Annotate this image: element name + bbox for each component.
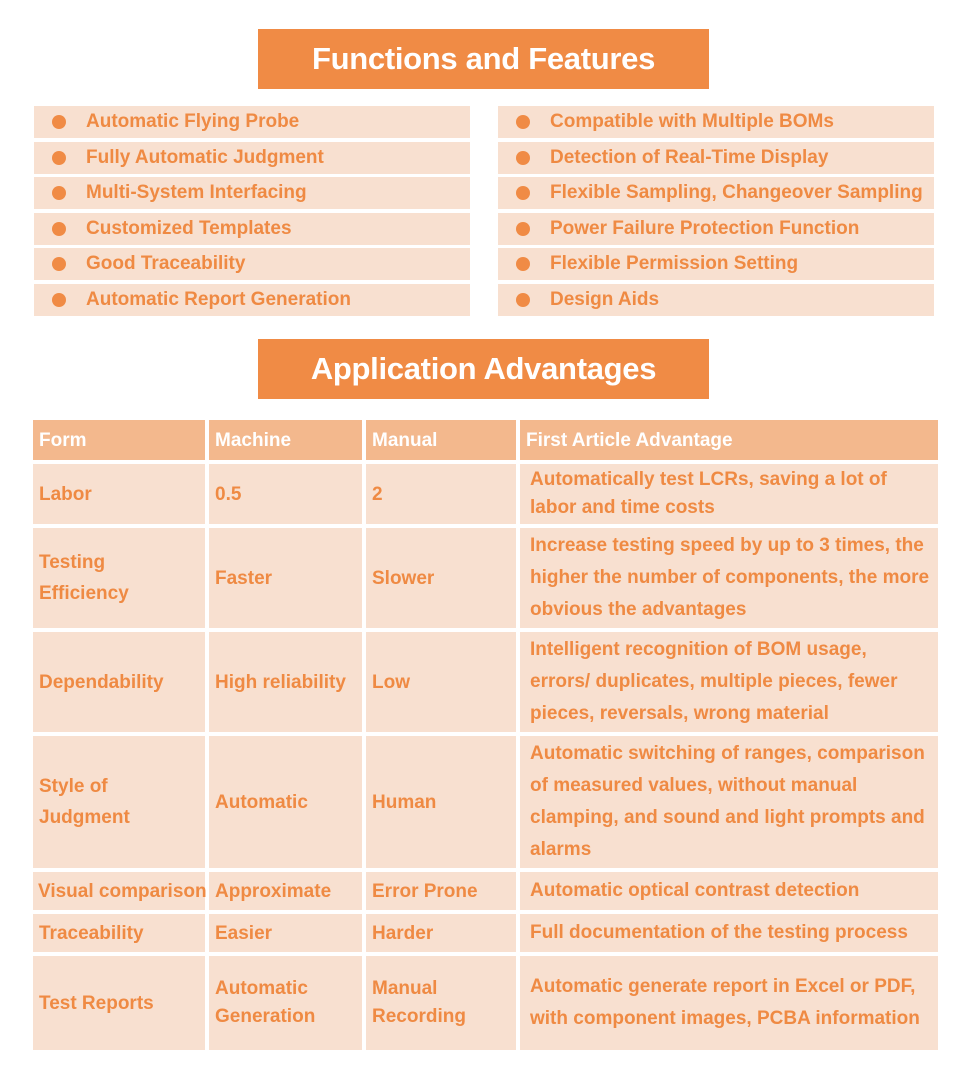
feature-item <box>498 177 934 209</box>
table-row <box>33 872 938 910</box>
bullet-icon <box>52 257 66 271</box>
table-row <box>33 528 938 628</box>
cell-form: Traceability <box>33 914 205 952</box>
feature-label: Automatic Report Generation <box>86 288 351 310</box>
cell-advantage: Full documentation of the testing process <box>520 914 938 952</box>
feature-item <box>34 106 470 138</box>
table-header-row <box>33 420 938 460</box>
advantages-table <box>29 416 942 1054</box>
feature-item <box>498 142 934 174</box>
cell-machine: 0.5 <box>209 464 362 524</box>
feature-item <box>34 213 470 245</box>
features-left-list <box>34 106 470 320</box>
cell-advantage: Automatic generate report in Excel or PDF, with component images, PCBA information <box>520 956 938 1050</box>
cell-advantage: Automatically test LCRs, saving a lot of labor and time costs <box>520 464 938 524</box>
feature-item <box>498 284 934 316</box>
feature-item <box>34 142 470 174</box>
feature-label: Automatic Flying Probe <box>86 111 300 132</box>
header-advantage: First Article Advantage <box>520 420 938 460</box>
feature-label: Detection of Real-Time Display <box>550 146 829 168</box>
bullet-icon <box>516 222 530 236</box>
bullet-icon <box>516 151 530 165</box>
functions-features-title: Functions and Features <box>258 29 709 89</box>
bullet-icon <box>52 115 66 129</box>
feature-label: Customized Templates <box>86 217 292 239</box>
cell-machine: Faster <box>209 528 362 628</box>
bullet-icon <box>516 186 530 200</box>
feature-item <box>498 248 934 280</box>
cell-manual: Low <box>366 632 516 732</box>
table-row <box>33 914 938 952</box>
feature-item <box>498 213 934 245</box>
bullet-icon <box>516 115 530 129</box>
header-machine: Machine <box>209 420 362 460</box>
cell-machine: High reliability <box>209 632 362 732</box>
feature-label: Flexible Sampling, Changeover Sampling <box>550 182 923 204</box>
cell-form: Visual comparison <box>33 872 205 910</box>
cell-form: Labor <box>33 464 205 524</box>
bullet-icon <box>52 293 66 307</box>
feature-item <box>498 106 934 138</box>
feature-label: Good Traceability <box>86 253 246 275</box>
bullet-icon <box>52 151 66 165</box>
cell-advantage: Automatic optical contrast detection <box>520 872 938 910</box>
feature-item <box>34 248 470 280</box>
cell-machine: Approximate <box>209 872 362 910</box>
cell-manual: Error Prone <box>366 872 516 910</box>
header-manual: Manual <box>366 420 516 460</box>
feature-label: Flexible Permission Setting <box>550 253 799 275</box>
feature-label: Multi-System Interfacing <box>86 182 307 204</box>
feature-label: Power Failure Protection Function <box>550 217 860 239</box>
feature-item <box>34 177 470 209</box>
bullet-icon <box>52 222 66 236</box>
cell-manual: 2 <box>366 464 516 524</box>
feature-item <box>34 284 470 316</box>
cell-form: Style of Judgment <box>33 736 205 868</box>
cell-advantage: Intelligent recognition of BOM usage, errors/ duplicates, multiple pieces, fewer pieces, reversals, wrong material <box>520 632 938 732</box>
table-row <box>33 632 938 732</box>
cell-manual: Harder <box>366 914 516 952</box>
features-right-list <box>498 106 934 320</box>
table-row <box>33 956 938 1050</box>
cell-form: Testing Efficiency <box>33 528 205 628</box>
cell-machine: Automatic <box>209 736 362 868</box>
table-row <box>33 464 938 524</box>
cell-manual: Manual Recording <box>366 956 516 1050</box>
cell-advantage: Automatic switching of ranges, comparison of measured values, without manual clamping, and sound and light prompts and alarms <box>520 736 938 868</box>
cell-manual: Slower <box>366 528 516 628</box>
cell-form: Dependability <box>33 632 205 732</box>
cell-machine: Automatic Generation <box>209 956 362 1050</box>
application-advantages-title: Application Advantages <box>258 339 709 399</box>
cell-machine: Easier <box>209 914 362 952</box>
bullet-icon <box>516 293 530 307</box>
table-row <box>33 736 938 868</box>
feature-label: Design Aids <box>550 288 660 310</box>
feature-label: Compatible with Multiple BOMs <box>550 111 834 132</box>
cell-form: Test Reports <box>33 956 205 1050</box>
feature-label: Fully Automatic Judgment <box>86 146 324 168</box>
cell-advantage: Increase testing speed by up to 3 times, the higher the number of components, the more obvious the advantages <box>520 528 938 628</box>
bullet-icon <box>52 186 66 200</box>
cell-manual: Human <box>366 736 516 868</box>
header-form: Form <box>33 420 205 460</box>
bullet-icon <box>516 257 530 271</box>
